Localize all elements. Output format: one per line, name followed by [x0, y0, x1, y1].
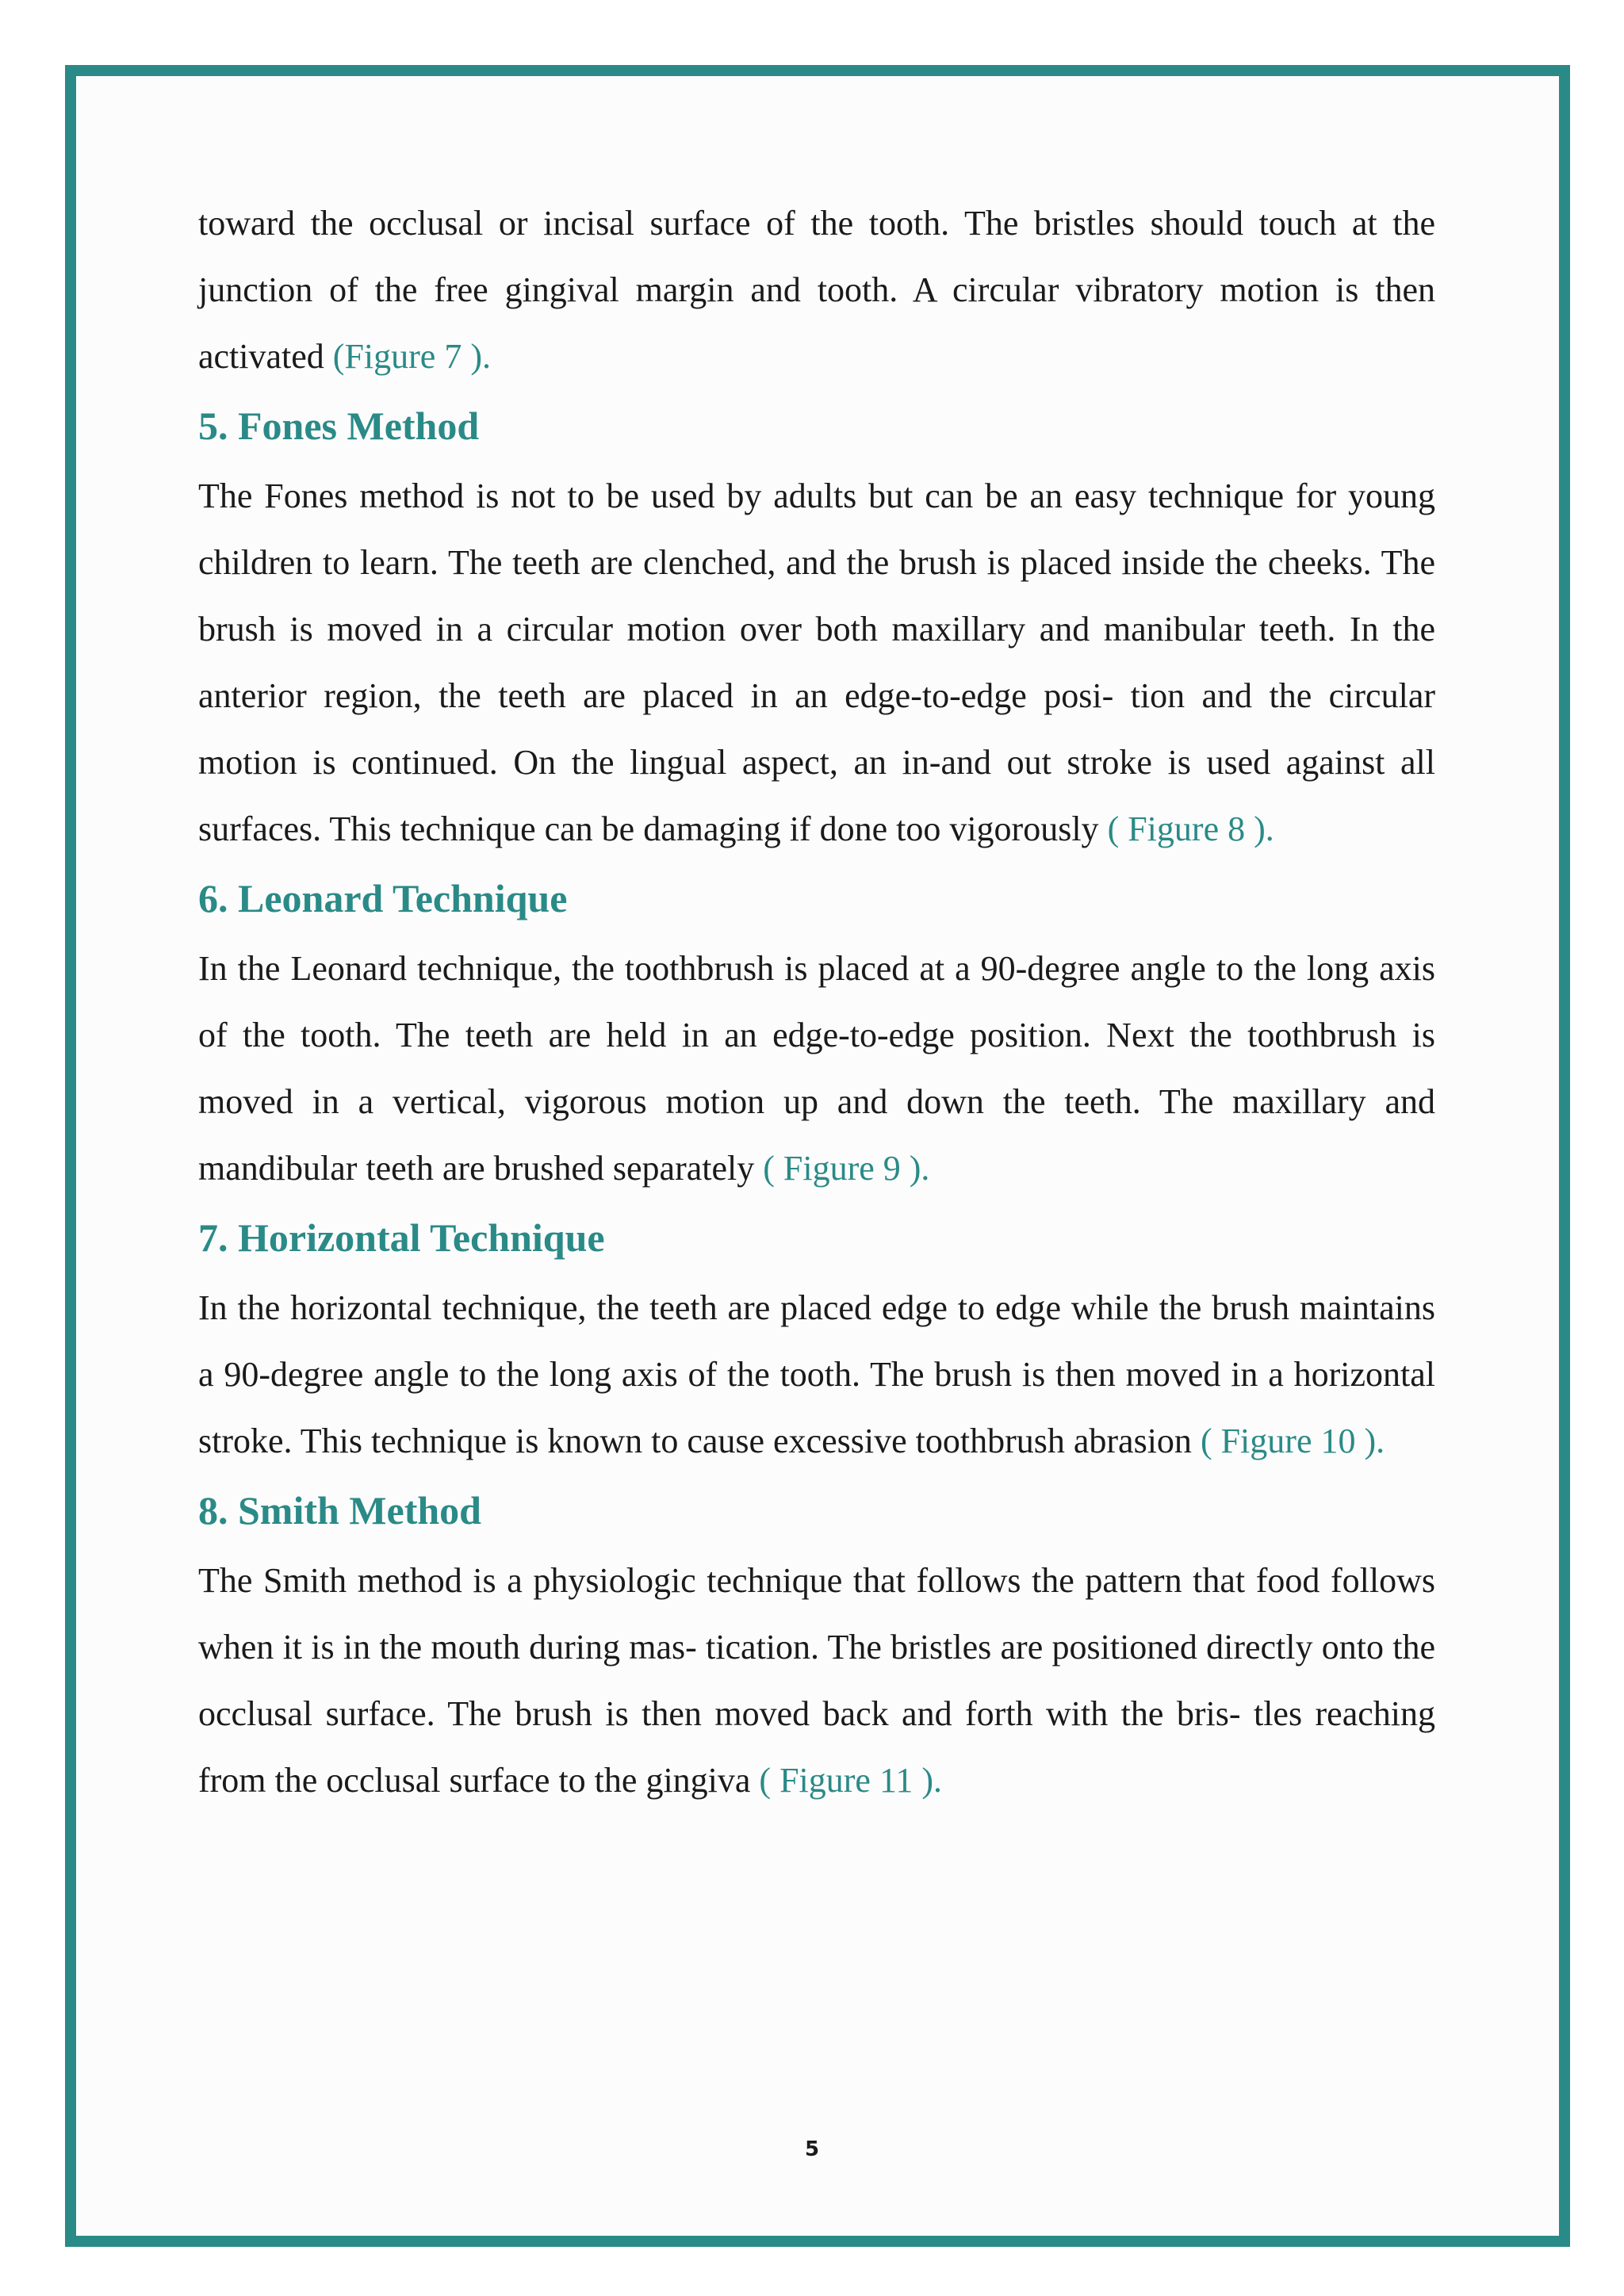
- paragraph-fones-method: [198, 463, 1435, 863]
- document-content: [198, 190, 1435, 1814]
- paragraph-text: In the Leonard technique, the toothbrush is placed at a 90-degree angle to the long axis of the tooth. The teeth are held in an edge-to-edge position. Next the toothbrush is moved in a vertical, vigorous motion up and down the teeth. The maxillary and mandibular teeth are brushed separately: [198, 949, 1435, 1188]
- figure-reference-7[interactable]: (Figure 7 ).: [332, 337, 491, 376]
- paragraph-continuation: [198, 190, 1435, 390]
- paragraph-horizontal-technique: [198, 1275, 1435, 1475]
- figure-reference-10[interactable]: ( Figure 10 ).: [1200, 1422, 1385, 1460]
- paragraph-text: In the horizontal technique, the teeth are placed edge to edge while the brush maintains a 90-degree angle to the long axis of the tooth. The brush is then moved in a horizontal stroke. This technique is known to cause excessive toothbrush abrasion: [198, 1288, 1435, 1460]
- section-heading-smith-method: 8. Smith Method: [198, 1488, 481, 1533]
- paragraph-text: toward the occlusal or incisal surface of the tooth. The bristles should touch at the junction of the free gingival margin and tooth. A circular vibratory motion is then activated: [198, 204, 1435, 376]
- figure-reference-9[interactable]: ( Figure 9 ).: [763, 1149, 930, 1188]
- paragraph-text: The Fones method is not to be used by adults but can be an easy technique for young children to learn. The teeth are clenched, and the brush is placed inside the cheeks. The brush is moved in a circular motion over both maxillary and manibular teeth. In the anterior region, the teeth are placed in an edge-to-edge posi- tion and the circular motion is continued. On the lingual aspect, an in-and out stroke is used against all surfaces. This technique can be damaging if done too vigorously: [198, 476, 1435, 848]
- figure-reference-8[interactable]: ( Figure 8 ).: [1107, 809, 1274, 848]
- paragraph-text: The Smith method is a physiologic technique that follows the pattern that food follows when it is in the mouth during mas- tication. The bristles are positioned directly onto the occlusal surface. The brush is then moved back and forth with the bris- tles reaching from the occlusal surface to the gingiva: [198, 1561, 1435, 1800]
- section-heading-horizontal-technique: 7. Horizontal Technique: [198, 1215, 605, 1260]
- figure-reference-11[interactable]: ( Figure 11 ).: [759, 1761, 942, 1800]
- paragraph-smith-method: [198, 1548, 1435, 1814]
- paragraph-leonard-technique: [198, 936, 1435, 1202]
- section-heading-leonard-technique: 6. Leonard Technique: [198, 876, 568, 920]
- page-number: 5: [804, 2137, 820, 2161]
- section-heading-fones-method: 5. Fones Method: [198, 404, 480, 448]
